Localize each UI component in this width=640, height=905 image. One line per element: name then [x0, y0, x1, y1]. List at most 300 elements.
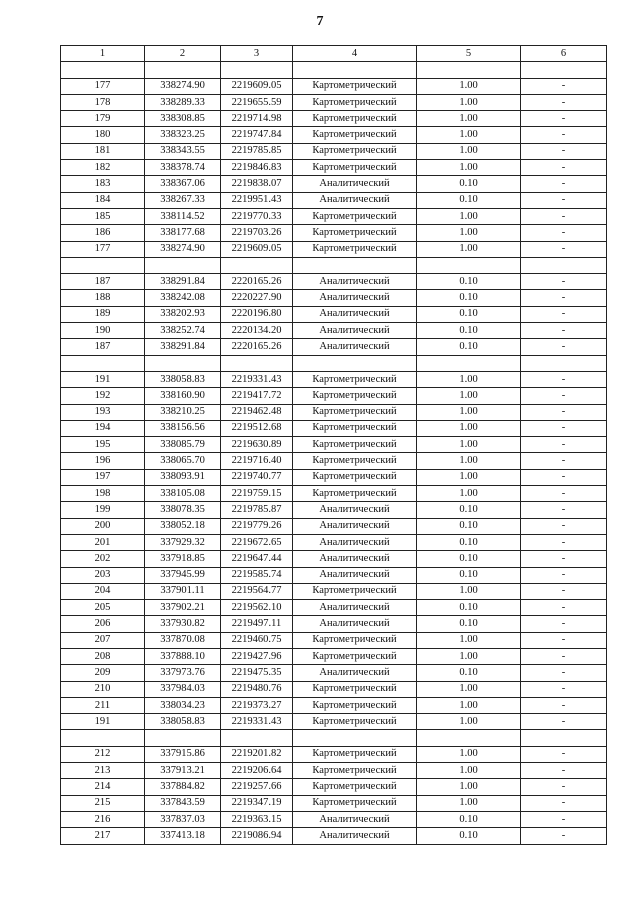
table-cell: Аналитический — [293, 502, 417, 518]
table-cell: 2219714.98 — [221, 111, 293, 127]
table-cell: 0.10 — [417, 176, 521, 192]
table-row — [61, 681, 607, 697]
table-cell: - — [521, 681, 607, 697]
table-cell: 197 — [61, 469, 145, 485]
table-cell: 209 — [61, 665, 145, 681]
table-cell: 2220165.26 — [221, 274, 293, 290]
table-cell: 205 — [61, 600, 145, 616]
table-cell: - — [521, 518, 607, 534]
table-cell: 192 — [61, 388, 145, 404]
table-cell: 2219363.15 — [221, 811, 293, 827]
table-row — [61, 94, 607, 110]
table-cell: Картометрический — [293, 714, 417, 730]
table-cell: Картометрический — [293, 225, 417, 241]
table-cell: 337973.76 — [145, 665, 221, 681]
empty-cell — [221, 62, 293, 78]
table-cell: Картометрический — [293, 648, 417, 664]
table-row — [61, 192, 607, 208]
table-cell: Картометрический — [293, 437, 417, 453]
header-cell: 1 — [61, 46, 145, 62]
table-cell: - — [521, 567, 607, 583]
table-cell: 338274.90 — [145, 78, 221, 94]
table-cell: 1.00 — [417, 746, 521, 762]
table-cell: 194 — [61, 420, 145, 436]
table-cell: 193 — [61, 404, 145, 420]
table-cell: 2219609.05 — [221, 241, 293, 257]
table-cell: - — [521, 779, 607, 795]
table-cell: - — [521, 795, 607, 811]
table-cell: Картометрический — [293, 94, 417, 110]
table-row — [61, 176, 607, 192]
table-cell: - — [521, 437, 607, 453]
table-row — [61, 518, 607, 534]
table-cell: 203 — [61, 567, 145, 583]
table-cell: 1.00 — [417, 143, 521, 159]
table-cell: Картометрический — [293, 241, 417, 257]
table-cell: Аналитический — [293, 323, 417, 339]
table-cell: Картометрический — [293, 763, 417, 779]
table-cell: Аналитический — [293, 534, 417, 550]
table-cell: - — [521, 192, 607, 208]
table-cell: 2219331.43 — [221, 714, 293, 730]
table-cell: 2219086.94 — [221, 828, 293, 844]
table-cell: 206 — [61, 616, 145, 632]
table-cell: 338343.55 — [145, 143, 221, 159]
table-cell: 338105.08 — [145, 486, 221, 502]
table-cell: 1.00 — [417, 453, 521, 469]
table-row — [61, 697, 607, 713]
table-cell: Картометрический — [293, 583, 417, 599]
table-cell: 2220134.20 — [221, 323, 293, 339]
table-cell: 191 — [61, 371, 145, 387]
table-cell: 1.00 — [417, 779, 521, 795]
table-cell: - — [521, 143, 607, 159]
table-cell: 338202.93 — [145, 306, 221, 322]
table-cell: 1.00 — [417, 469, 521, 485]
empty-cell — [417, 257, 521, 273]
table-cell: - — [521, 371, 607, 387]
table-cell: 204 — [61, 583, 145, 599]
table-cell: 2220196.80 — [221, 306, 293, 322]
table-cell: 338378.74 — [145, 160, 221, 176]
table-cell: - — [521, 453, 607, 469]
separator-row — [61, 355, 607, 371]
table-cell: 182 — [61, 160, 145, 176]
table-row — [61, 404, 607, 420]
table-cell: - — [521, 404, 607, 420]
table-cell: 207 — [61, 632, 145, 648]
table-cell: 0.10 — [417, 828, 521, 844]
empty-cell — [221, 257, 293, 273]
page-number: 7 — [316, 14, 324, 29]
table-cell: 2219951.43 — [221, 192, 293, 208]
empty-cell — [521, 730, 607, 746]
empty-cell — [293, 257, 417, 273]
table-cell: Картометрический — [293, 127, 417, 143]
table-cell: 200 — [61, 518, 145, 534]
table-cell: 338252.74 — [145, 323, 221, 339]
table-cell: 1.00 — [417, 127, 521, 143]
table-cell: 337843.59 — [145, 795, 221, 811]
table-row — [61, 828, 607, 844]
table-cell: 2219647.44 — [221, 551, 293, 567]
table-cell: 2219427.96 — [221, 648, 293, 664]
table-row — [61, 534, 607, 550]
table-body — [61, 62, 607, 844]
empty-cell — [221, 355, 293, 371]
table-cell: 0.10 — [417, 502, 521, 518]
table-cell: - — [521, 502, 607, 518]
header-row — [61, 46, 607, 62]
table-cell: Картометрический — [293, 160, 417, 176]
table-cell: 2219609.05 — [221, 78, 293, 94]
table-row — [61, 274, 607, 290]
header-cell: 6 — [521, 46, 607, 62]
table-row — [61, 583, 607, 599]
table-row — [61, 763, 607, 779]
table-cell: 0.10 — [417, 616, 521, 632]
table-cell: 1.00 — [417, 160, 521, 176]
empty-cell — [417, 355, 521, 371]
table-cell: 212 — [61, 746, 145, 762]
table-cell: 338291.84 — [145, 339, 221, 355]
table-cell: 1.00 — [417, 681, 521, 697]
table-cell: 1.00 — [417, 94, 521, 110]
table-cell: 201 — [61, 534, 145, 550]
table-cell: Картометрический — [293, 697, 417, 713]
table-cell: 184 — [61, 192, 145, 208]
table-cell: - — [521, 225, 607, 241]
table-cell: 338065.70 — [145, 453, 221, 469]
table-cell: 1.00 — [417, 648, 521, 664]
table-cell: Аналитический — [293, 274, 417, 290]
table-cell: - — [521, 160, 607, 176]
table-cell: Аналитический — [293, 306, 417, 322]
table-cell: 183 — [61, 176, 145, 192]
table-row — [61, 241, 607, 257]
table-cell: - — [521, 78, 607, 94]
table-cell: - — [521, 306, 607, 322]
table-cell: 1.00 — [417, 78, 521, 94]
table-cell: 2219770.33 — [221, 208, 293, 224]
table-cell: - — [521, 420, 607, 436]
empty-cell — [521, 355, 607, 371]
table-cell: 338034.23 — [145, 697, 221, 713]
empty-cell — [417, 730, 521, 746]
table-cell: - — [521, 648, 607, 664]
table-row — [61, 143, 607, 159]
table-cell: 337837.03 — [145, 811, 221, 827]
table-cell: 338242.08 — [145, 290, 221, 306]
table-cell: Картометрический — [293, 208, 417, 224]
separator-row — [61, 62, 607, 78]
table-cell: 2220165.26 — [221, 339, 293, 355]
table-cell: - — [521, 714, 607, 730]
table-cell: 1.00 — [417, 404, 521, 420]
table-row — [61, 746, 607, 762]
table-cell: 2219497.11 — [221, 616, 293, 632]
separator-row — [61, 257, 607, 273]
table-cell: 338291.84 — [145, 274, 221, 290]
table-cell: 338177.68 — [145, 225, 221, 241]
table-cell: 337902.21 — [145, 600, 221, 616]
table-cell: 210 — [61, 681, 145, 697]
table-row — [61, 779, 607, 795]
empty-cell — [293, 62, 417, 78]
table-cell: Картометрический — [293, 371, 417, 387]
table-cell: Аналитический — [293, 176, 417, 192]
table-cell: 185 — [61, 208, 145, 224]
table-cell: 338289.33 — [145, 94, 221, 110]
table-cell: - — [521, 534, 607, 550]
table-cell: Картометрический — [293, 404, 417, 420]
table-cell: Аналитический — [293, 551, 417, 567]
table-cell: - — [521, 290, 607, 306]
table-cell: 338093.91 — [145, 469, 221, 485]
table-cell: 337918.85 — [145, 551, 221, 567]
table-cell: 1.00 — [417, 241, 521, 257]
table-cell: 338114.52 — [145, 208, 221, 224]
table-row — [61, 160, 607, 176]
empty-cell — [417, 62, 521, 78]
table-cell: 0.10 — [417, 665, 521, 681]
table-row — [61, 714, 607, 730]
table-cell: 337870.08 — [145, 632, 221, 648]
table-cell: 2219716.40 — [221, 453, 293, 469]
table-cell: 181 — [61, 143, 145, 159]
table-cell: 2219562.10 — [221, 600, 293, 616]
empty-cell — [521, 62, 607, 78]
table-cell: Аналитический — [293, 828, 417, 844]
table-cell: 0.10 — [417, 811, 521, 827]
table-cell: Картометрический — [293, 111, 417, 127]
table-cell: 0.10 — [417, 567, 521, 583]
table-cell: - — [521, 583, 607, 599]
table-cell: - — [521, 469, 607, 485]
table-cell: Картометрический — [293, 779, 417, 795]
table-row — [61, 127, 607, 143]
table-cell: 2219838.07 — [221, 176, 293, 192]
table-cell: Аналитический — [293, 290, 417, 306]
table-cell: 211 — [61, 697, 145, 713]
table-cell: - — [521, 339, 607, 355]
table-cell: - — [521, 241, 607, 257]
table-cell: Картометрический — [293, 420, 417, 436]
table-cell: 337913.21 — [145, 763, 221, 779]
table-cell: 337984.03 — [145, 681, 221, 697]
empty-cell — [145, 257, 221, 273]
table-cell: Аналитический — [293, 600, 417, 616]
table-cell: Картометрический — [293, 746, 417, 762]
table-row — [61, 420, 607, 436]
empty-cell — [221, 730, 293, 746]
table-cell: Аналитический — [293, 567, 417, 583]
header-cell: 2 — [145, 46, 221, 62]
table-cell: - — [521, 486, 607, 502]
table-cell: 337413.18 — [145, 828, 221, 844]
table-cell: 187 — [61, 339, 145, 355]
table-cell: 337901.11 — [145, 583, 221, 599]
separator-row — [61, 730, 607, 746]
table-cell: Картометрический — [293, 795, 417, 811]
table-row — [61, 795, 607, 811]
table-cell: 2219564.77 — [221, 583, 293, 599]
header-cell: 3 — [221, 46, 293, 62]
table-cell: 337929.32 — [145, 534, 221, 550]
table-cell: 2219460.75 — [221, 632, 293, 648]
table-row — [61, 371, 607, 387]
table-cell: 1.00 — [417, 763, 521, 779]
table-row — [61, 648, 607, 664]
table-cell: 186 — [61, 225, 145, 241]
table-row — [61, 469, 607, 485]
empty-cell — [61, 355, 145, 371]
table-cell: - — [521, 274, 607, 290]
table-cell: - — [521, 828, 607, 844]
table-cell: 2219785.87 — [221, 502, 293, 518]
table-cell: 338308.85 — [145, 111, 221, 127]
empty-cell — [293, 730, 417, 746]
table-cell: 2219347.19 — [221, 795, 293, 811]
table-row — [61, 502, 607, 518]
table-cell: - — [521, 551, 607, 567]
table-cell: 338058.83 — [145, 371, 221, 387]
table-cell: 191 — [61, 714, 145, 730]
table-cell: 0.10 — [417, 306, 521, 322]
table-cell: 2219630.89 — [221, 437, 293, 453]
table-cell: 1.00 — [417, 371, 521, 387]
table-cell: 202 — [61, 551, 145, 567]
table-cell: Картометрический — [293, 388, 417, 404]
table-cell: 196 — [61, 453, 145, 469]
table-cell: 213 — [61, 763, 145, 779]
table-cell: 2220227.90 — [221, 290, 293, 306]
table-row — [61, 78, 607, 94]
empty-cell — [61, 62, 145, 78]
table-cell: - — [521, 811, 607, 827]
table-cell: 217 — [61, 828, 145, 844]
table-cell: 338210.25 — [145, 404, 221, 420]
table-cell: 1.00 — [417, 486, 521, 502]
header-cell: 5 — [417, 46, 521, 62]
table-cell: Картометрический — [293, 681, 417, 697]
table-row — [61, 323, 607, 339]
table-cell: 338267.33 — [145, 192, 221, 208]
table-cell: 337945.99 — [145, 567, 221, 583]
table-row — [61, 665, 607, 681]
table-cell: 0.10 — [417, 600, 521, 616]
table-cell: 189 — [61, 306, 145, 322]
table-cell: Картометрический — [293, 632, 417, 648]
table-row — [61, 388, 607, 404]
table-row — [61, 290, 607, 306]
table-cell: Аналитический — [293, 518, 417, 534]
table-cell: 2219373.27 — [221, 697, 293, 713]
table-cell: - — [521, 176, 607, 192]
table-cell: 195 — [61, 437, 145, 453]
table-cell: - — [521, 746, 607, 762]
table-cell: 1.00 — [417, 714, 521, 730]
table-cell: 2219257.66 — [221, 779, 293, 795]
table-cell: Картометрический — [293, 469, 417, 485]
table-cell: 2219747.84 — [221, 127, 293, 143]
table-cell: - — [521, 763, 607, 779]
table-cell: 0.10 — [417, 274, 521, 290]
table-cell: Картометрический — [293, 486, 417, 502]
table-row — [61, 616, 607, 632]
table-cell: 1.00 — [417, 437, 521, 453]
empty-cell — [145, 355, 221, 371]
table-cell: Картометрический — [293, 143, 417, 159]
table-cell: 199 — [61, 502, 145, 518]
table-cell: 337888.10 — [145, 648, 221, 664]
table-cell: 2219475.35 — [221, 665, 293, 681]
table-row — [61, 567, 607, 583]
table-row — [61, 632, 607, 648]
table-cell: 338078.35 — [145, 502, 221, 518]
table-cell: 0.10 — [417, 551, 521, 567]
table-cell: 1.00 — [417, 388, 521, 404]
table-cell: 2219846.83 — [221, 160, 293, 176]
table-cell: Картометрический — [293, 453, 417, 469]
empty-cell — [61, 257, 145, 273]
table-cell: - — [521, 697, 607, 713]
table-cell: 0.10 — [417, 192, 521, 208]
table-cell: 2219462.48 — [221, 404, 293, 420]
table-cell: 1.00 — [417, 208, 521, 224]
table-cell: - — [521, 632, 607, 648]
table-cell: 190 — [61, 323, 145, 339]
table-row — [61, 339, 607, 355]
table-cell: 2219655.59 — [221, 94, 293, 110]
header-cell: 4 — [293, 46, 417, 62]
table-cell: Аналитический — [293, 339, 417, 355]
table-row — [61, 453, 607, 469]
table-cell: - — [521, 111, 607, 127]
table-cell: 338156.56 — [145, 420, 221, 436]
table-cell: 1.00 — [417, 697, 521, 713]
table-cell: 2219206.64 — [221, 763, 293, 779]
table-cell: - — [521, 600, 607, 616]
table-cell: 179 — [61, 111, 145, 127]
table-cell: 208 — [61, 648, 145, 664]
table-cell: 1.00 — [417, 420, 521, 436]
table-cell: 2219512.68 — [221, 420, 293, 436]
table-header — [61, 46, 607, 62]
table-cell: - — [521, 616, 607, 632]
table-cell: 2219779.26 — [221, 518, 293, 534]
table-row — [61, 551, 607, 567]
table-cell: 2219417.72 — [221, 388, 293, 404]
table-cell: Аналитический — [293, 192, 417, 208]
table-cell: - — [521, 208, 607, 224]
table-cell: 214 — [61, 779, 145, 795]
table-cell: 337915.86 — [145, 746, 221, 762]
table-row — [61, 486, 607, 502]
empty-cell — [145, 62, 221, 78]
table-cell: 180 — [61, 127, 145, 143]
table-cell: 338323.25 — [145, 127, 221, 143]
table-cell: 338052.18 — [145, 518, 221, 534]
table-cell: - — [521, 127, 607, 143]
table-cell: 2219740.77 — [221, 469, 293, 485]
table-cell: 177 — [61, 78, 145, 94]
table-row — [61, 208, 607, 224]
table-cell: 338058.83 — [145, 714, 221, 730]
table-cell: 2219331.43 — [221, 371, 293, 387]
table-cell: 216 — [61, 811, 145, 827]
table-row — [61, 306, 607, 322]
